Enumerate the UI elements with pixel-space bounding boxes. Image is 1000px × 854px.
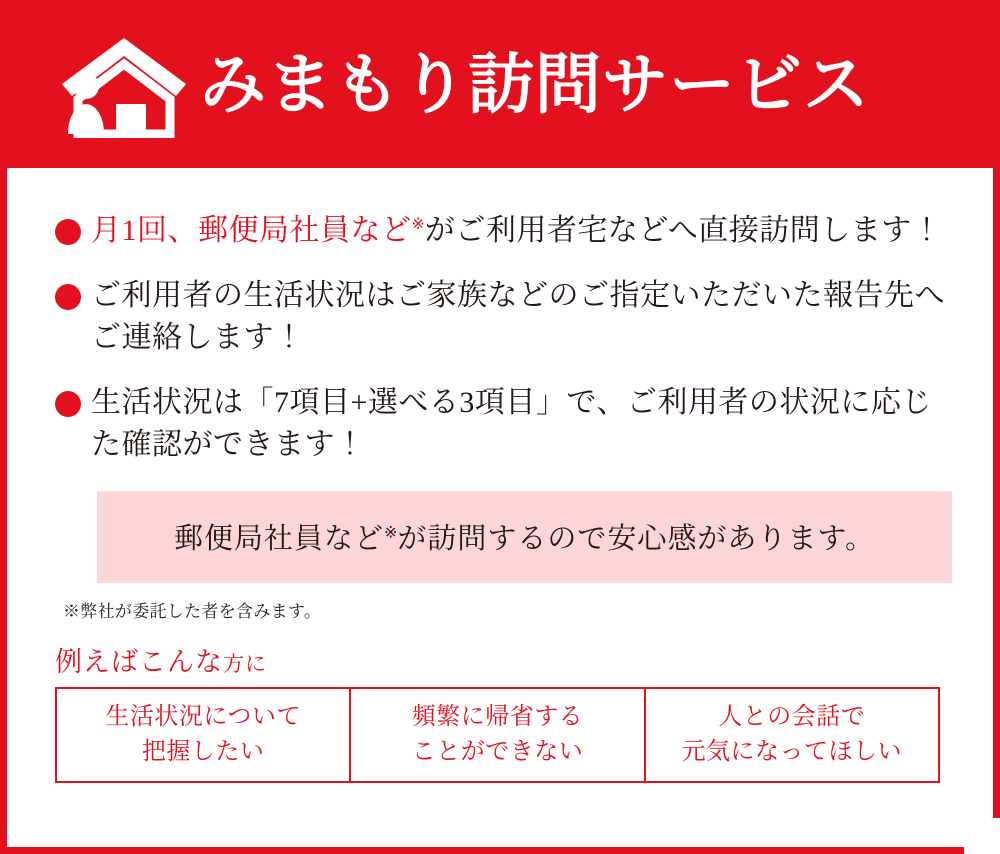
bullet-dot-icon (55, 391, 81, 417)
example-card (646, 689, 938, 781)
bullet-text: 生活状況は「7項目+選べる3項目」で、ご利用者の状況に応じた確認ができます！ (91, 385, 932, 462)
example-card-row (55, 687, 940, 783)
highlight-text-before: 郵便局社員など (173, 523, 384, 556)
highlight-text-after: が訪問するので安心感があります。 (397, 523, 876, 556)
list-item (55, 382, 945, 467)
house-with-person-icon (58, 34, 190, 138)
bullet-text-emphasis: 月1回、郵便局社員など (91, 214, 412, 247)
example-section-heading (55, 640, 945, 679)
page-title: みまもり訪問サービス (200, 45, 870, 123)
list-item (55, 210, 945, 253)
header-band (0, 0, 1000, 168)
example-card-line1: 生活状況について (105, 704, 301, 731)
footnote-text: ※弊社が委託した者を含みます。 (63, 601, 322, 621)
example-card-line1: 人との会話で (718, 704, 866, 731)
bullet-dot-icon (55, 219, 81, 245)
feature-bullet-list (55, 210, 945, 467)
bullet-footnote-mark: ※ (411, 216, 425, 233)
example-card (57, 689, 351, 781)
corner-fold (964, 818, 1000, 854)
example-card-line1: 頻繁に帰省する (411, 704, 584, 731)
bullet-text (91, 210, 942, 253)
list-item (55, 275, 945, 360)
example-card-line2: ことができない (411, 738, 584, 765)
example-heading-main: 例えばこんな (55, 646, 223, 677)
example-card-line2: 把握したい (141, 738, 265, 765)
example-card (351, 689, 645, 781)
bullet-text-rest: がご利用者宅などへ直接訪問します！ (424, 214, 943, 247)
highlight-banner (97, 491, 952, 583)
example-heading-small: 方に (223, 651, 267, 676)
highlight-text (174, 516, 875, 557)
bullet-dot-icon (55, 284, 81, 310)
content-frame (0, 168, 1000, 854)
bullet-text: ご利用者の生活状況はご家族などのご指定いただいた報告先へご連絡します！ (91, 278, 945, 355)
example-card-line2: 元気になってほしい (681, 738, 903, 765)
highlight-footnote-mark: ※ (383, 524, 398, 542)
